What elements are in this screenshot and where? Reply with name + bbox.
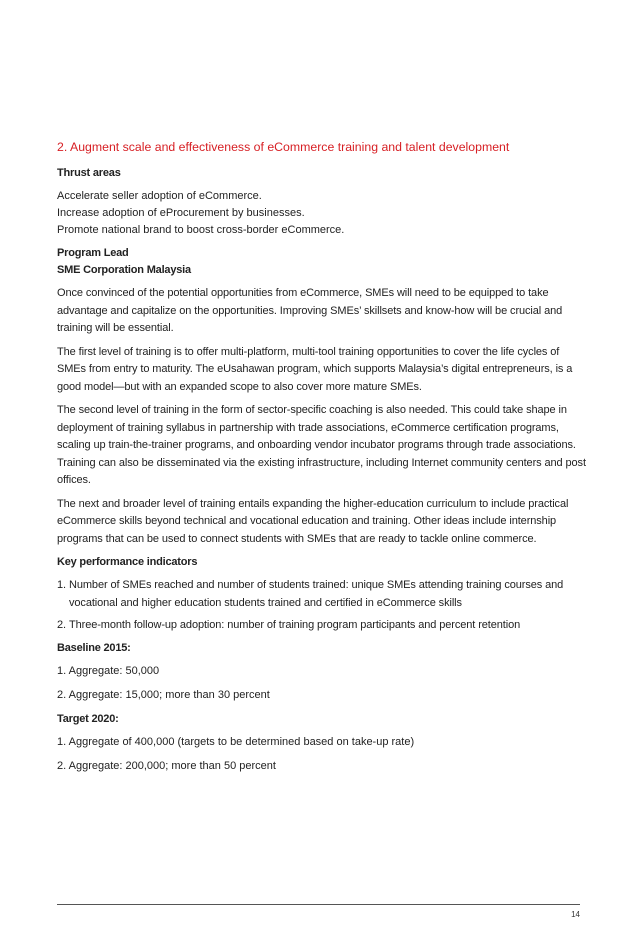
target-item: 2. Aggregate: 200,000; more than 50 percent (57, 759, 276, 772)
baseline-item: 1. Aggregate: 50,000 (57, 664, 160, 677)
thrust-areas-list (57, 188, 587, 239)
footer-divider (57, 904, 580, 905)
thrust-item: Increase adoption of eProcurement by businesses. (57, 207, 305, 219)
target-heading: Target 2020: (57, 712, 119, 725)
program-lead (57, 245, 587, 279)
kpi-item-text: Three-month follow-up adoption: number of training program participants and percent retention (69, 619, 521, 631)
paragraph: Once convinced of the potential opportunities from eCommerce, SMEs will need to be equipped to take advantage and capitalize on the opportunities. Improving SMEs’ skillsets and know-how will be crucial and training will be essential. (57, 287, 563, 334)
target-item: 1. Aggregate of 400,000 (targets to be determined based on take-up rate) (57, 735, 415, 748)
paragraph: The second level of training in the form of sector-specific coaching is also needed. This could take shape in deployment of training syllabus in partnership with trade associations, eCommerce certification programs, scaling up train-the-trainer programs, and onboarding vendor incubator programs through trade associations. Training can also be disseminated via the existing infrastructure, including Internet community centers and post offices. (57, 404, 586, 486)
baseline-heading: Baseline 2015: (57, 641, 131, 654)
paragraph: The first level of training is to offer multi-platform, multi-tool training opportunities to cover the life cycles of SMEs from entry to maturity. The eUsahawan program, which supports Malaysia’s digital entrepreneurs, is a good model—but with an expanded scope to also cover more mature SMEs. (57, 345, 573, 393)
kpi-item-number: 2. (57, 619, 66, 631)
paragraph: The next and broader level of training entails expanding the higher-education curriculum to include practical eCommerce skills beyond technical and vocational education and training. Other ideas include internship programs that can be used to connect students with SMEs that are ready to tackle online commerce. (57, 497, 569, 545)
baseline-item: 2. Aggregate: 15,000; more than 30 percent (57, 688, 270, 701)
kpi-item-text: Number of SMEs reached and number of students trained: unique SMEs attending training courses and vocational and higher education students trained and certified in eCommerce skills (69, 579, 564, 609)
thrust-item: Promote national brand to boost cross-border eCommerce. (57, 224, 345, 236)
program-lead-heading: Program Lead (57, 247, 129, 259)
page-number: 14 (571, 910, 580, 919)
kpi-heading: Key performance indicators (57, 556, 198, 568)
section-title: 2. Augment scale and effectiveness of eCommerce training and talent development (57, 140, 510, 154)
thrust-item: Accelerate seller adoption of eCommerce. (57, 190, 262, 202)
kpi-item (57, 577, 587, 612)
program-lead-org: SME Corporation Malaysia (57, 264, 191, 276)
kpi-item (57, 617, 587, 635)
thrust-areas-heading: Thrust areas (57, 167, 121, 179)
kpi-item-number: 1. (57, 579, 66, 591)
document-body (57, 139, 587, 782)
